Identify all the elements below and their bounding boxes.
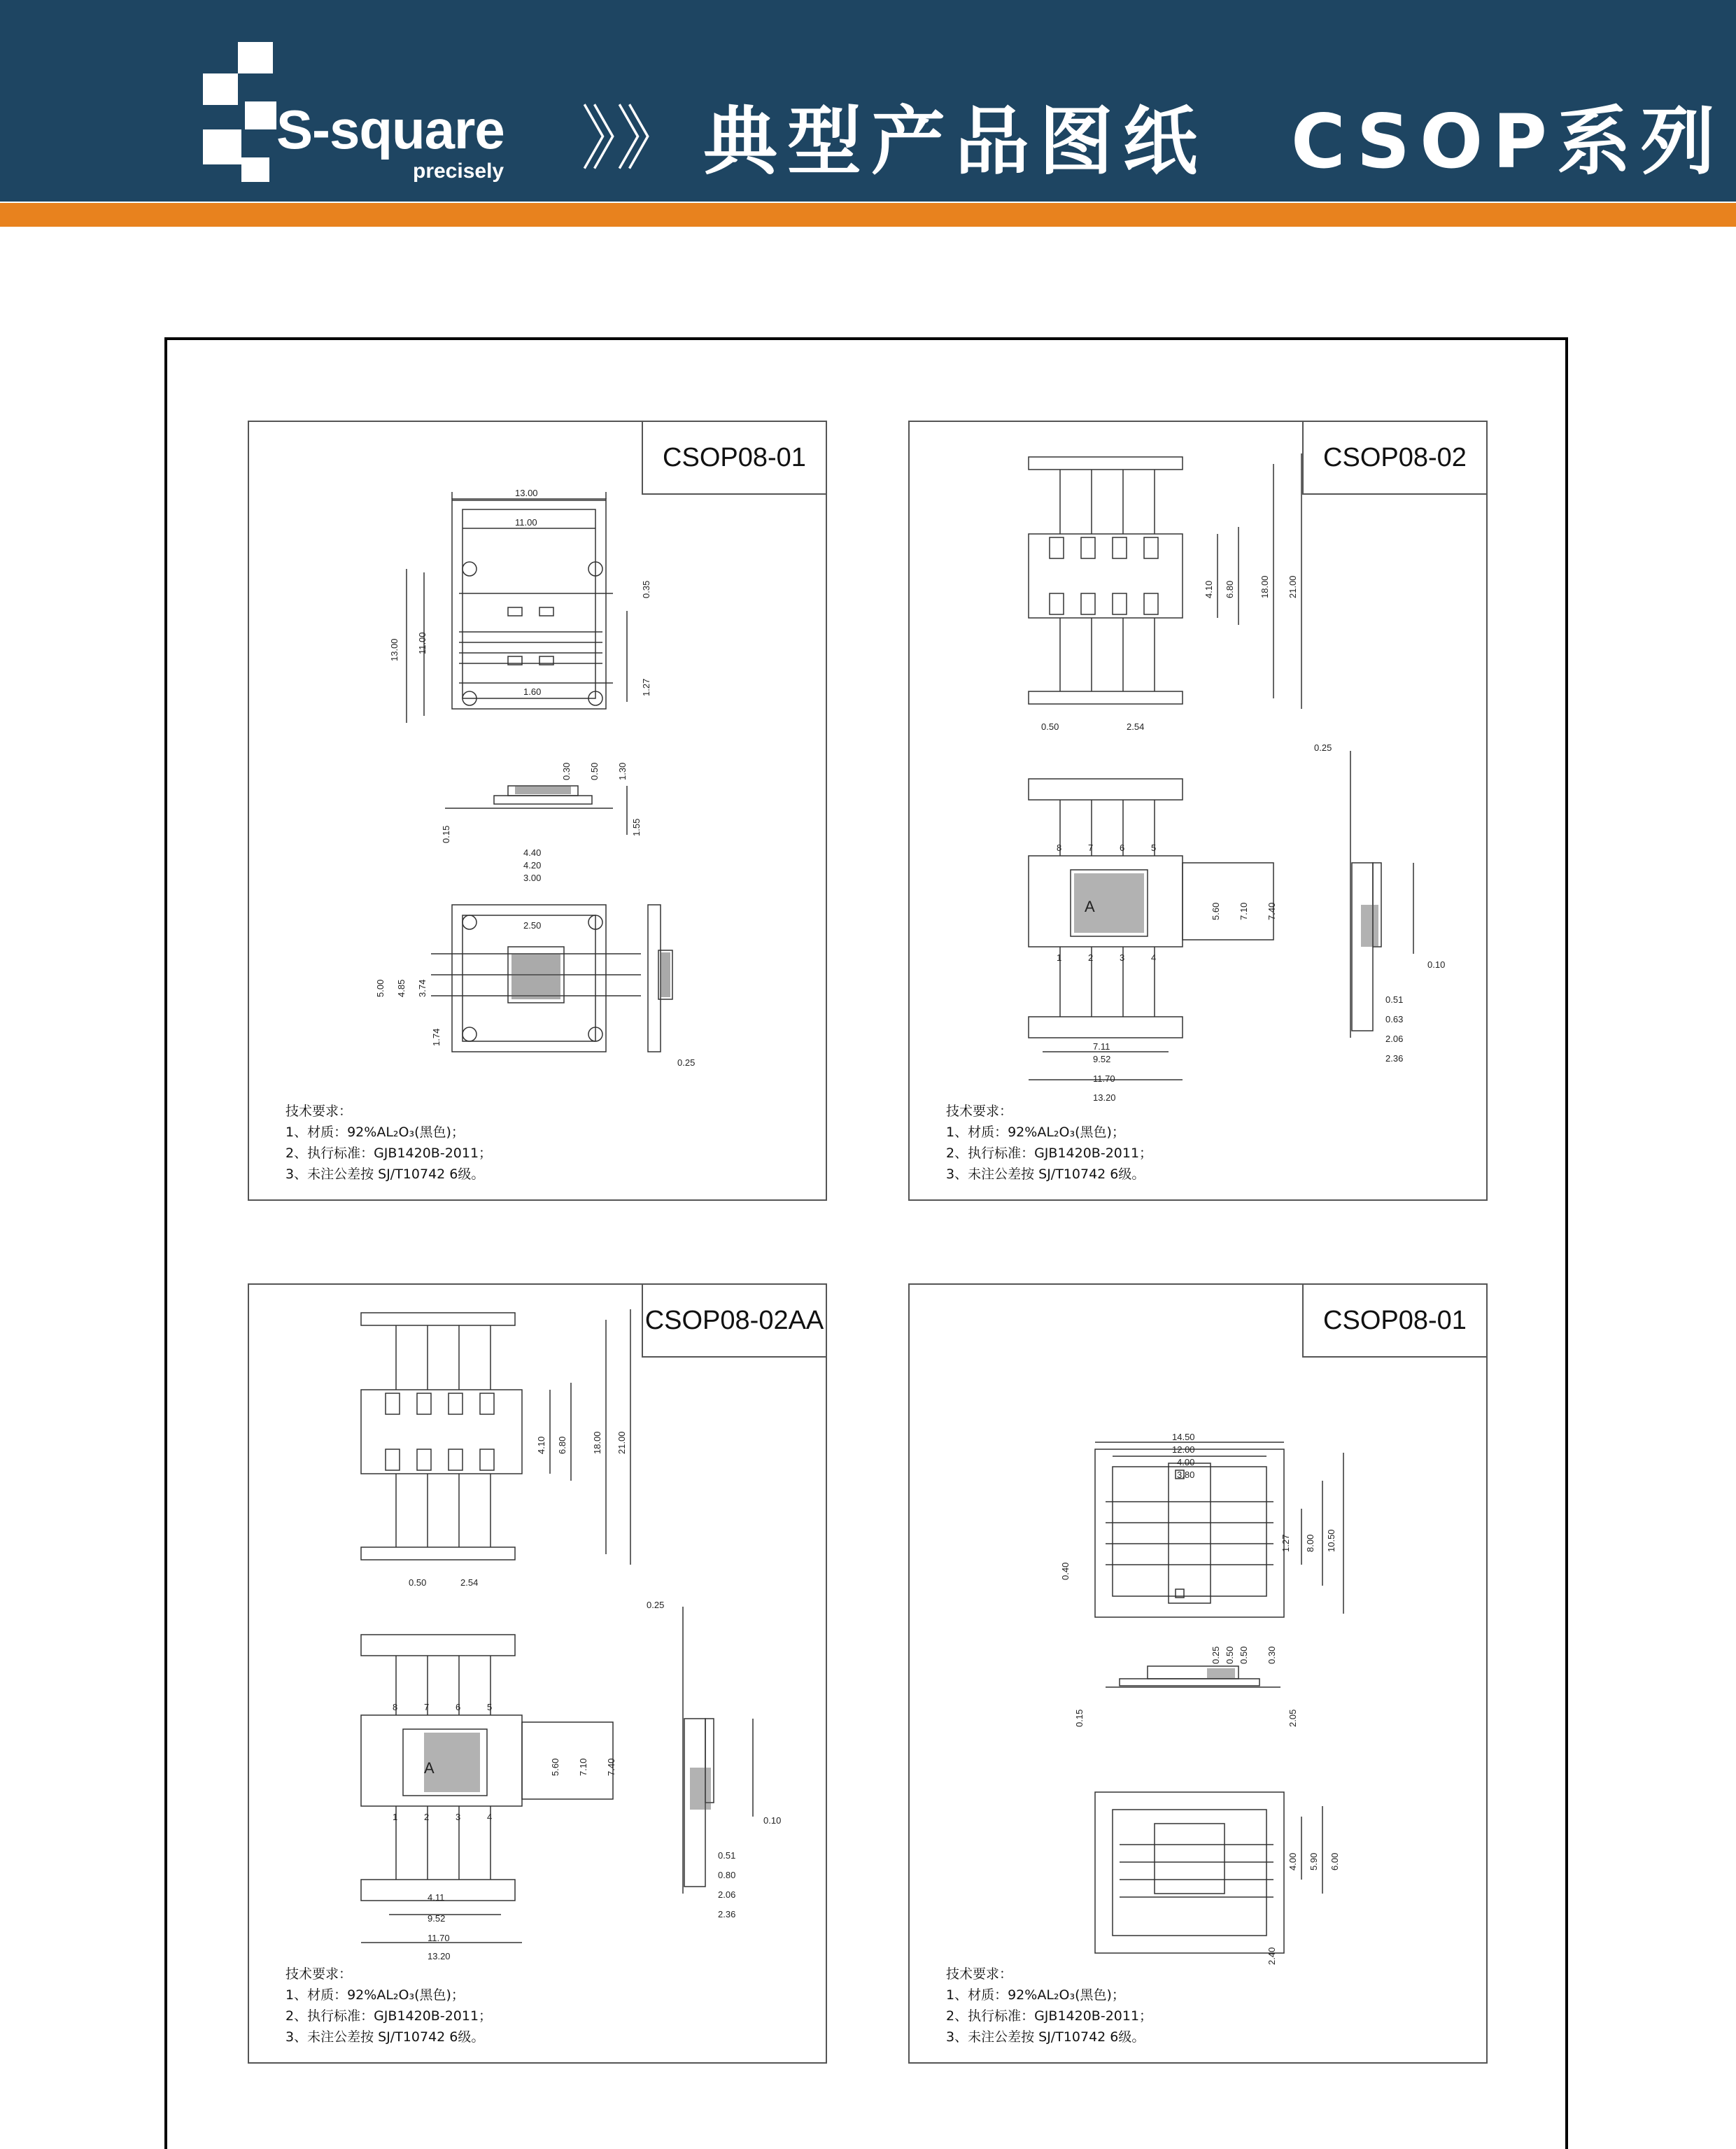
- note-line: 1、材质：92%AL₂O₃(黑色)；: [946, 1987, 1125, 2003]
- logo-wordmark: S-square: [276, 99, 504, 160]
- dim-label: 5.90: [1308, 1852, 1319, 1870]
- dim-label: 0.63: [1385, 1014, 1404, 1024]
- technical-notes: [285, 1964, 492, 2048]
- note-line: 3、未注公差按 SJ/T10742 6级。: [285, 2029, 485, 2045]
- dim-label: 5.60: [1211, 902, 1221, 920]
- dim-label: 0.30: [561, 762, 572, 780]
- note-line: 3、未注公差按 SJ/T10742 6级。: [285, 1167, 485, 1182]
- part-number-label: CSOP08-02: [1302, 421, 1488, 495]
- accent-stripe: [0, 203, 1736, 227]
- dim-label: 0.10: [763, 1815, 782, 1826]
- dim-label: 1.74: [431, 1028, 442, 1046]
- dim-label: 18.00: [1259, 575, 1270, 598]
- dim-label: 4.20: [523, 860, 542, 871]
- dim-label: 21.00: [616, 1431, 627, 1454]
- dim-label: 2.06: [718, 1889, 736, 1900]
- dim-label: 13.20: [1093, 1092, 1116, 1103]
- dim-label: 4.00: [1177, 1457, 1195, 1467]
- technical-drawing: [249, 422, 828, 1202]
- notes-heading: 技术要求：: [285, 1966, 353, 1982]
- dim-label: 0.40: [1060, 1562, 1071, 1580]
- dim-label: 0.15: [441, 825, 451, 843]
- center-mark: A: [424, 1759, 435, 1777]
- dim-label: 2.06: [1385, 1034, 1404, 1044]
- note-line: 2、执行标准：GJB1420B-2011；: [285, 2008, 493, 2024]
- dim-label: 21.00: [1287, 575, 1298, 598]
- dim-label: 6.00: [1329, 1852, 1340, 1870]
- dim-label: 0.25: [647, 1600, 665, 1610]
- dim-label: 2.54: [1127, 721, 1145, 732]
- dim-label: 4.40: [523, 847, 542, 858]
- dim-label: 3.00: [523, 873, 542, 883]
- technical-notes: [946, 1101, 1152, 1185]
- dim-label: 0.25: [1314, 742, 1332, 753]
- dim-label: 4.00: [1287, 1852, 1298, 1870]
- part-number-label: CSOP08-01: [1302, 1283, 1488, 1358]
- pin-label: 3: [1120, 952, 1125, 963]
- dim-label: 0.50: [1239, 1646, 1249, 1664]
- pin-label: 2: [424, 1812, 430, 1822]
- logo-tagline: precisely: [413, 160, 504, 183]
- pin-label: 8: [1057, 843, 1062, 853]
- dim-label: 2.54: [460, 1577, 479, 1588]
- dim-label: 7.40: [1266, 902, 1277, 920]
- dim-label: 4.85: [396, 979, 407, 997]
- pin-label: 5: [487, 1702, 493, 1712]
- dim-label: 2.40: [1266, 1947, 1277, 1965]
- part-number-label: CSOP08-02AA: [642, 1283, 827, 1358]
- dim-label: 12.00: [1172, 1444, 1195, 1455]
- dim-label: 11.00: [417, 632, 428, 654]
- dim-label: 0.50: [1041, 721, 1059, 732]
- dim-label: 1.27: [1280, 1534, 1291, 1552]
- dim-label: 10.50: [1326, 1529, 1336, 1552]
- notes-heading: 技术要求：: [946, 1104, 1013, 1119]
- dim-label: 7.10: [578, 1758, 588, 1776]
- dim-label: 18.00: [592, 1431, 602, 1454]
- dim-label: 0.25: [1211, 1646, 1221, 1664]
- dim-label: 3.80: [1177, 1470, 1195, 1480]
- dim-label: 0.25: [677, 1057, 696, 1068]
- dim-label: 0.30: [1266, 1646, 1277, 1664]
- dim-label: 6.80: [1225, 580, 1235, 598]
- page-title: 典型产品图纸 CSOP系列: [703, 99, 1725, 185]
- pin-label: 3: [456, 1812, 461, 1822]
- dim-label: 0.50: [409, 1577, 427, 1588]
- note-line: 2、执行标准：GJB1420B-2011；: [285, 1146, 493, 1161]
- dim-label: 13.00: [389, 638, 400, 661]
- dim-label: 1.30: [617, 762, 628, 780]
- dim-label: 5.60: [550, 1758, 560, 1776]
- dim-label: 13.20: [428, 1951, 451, 1961]
- dim-label: 11.00: [515, 517, 537, 528]
- pin-label: 6: [1120, 843, 1125, 853]
- dim-label: 0.35: [641, 580, 651, 598]
- dim-label: 7.11: [1093, 1041, 1110, 1052]
- pin-label: 1: [393, 1812, 398, 1822]
- dim-label: 0.80: [718, 1870, 736, 1880]
- dim-label: 7.40: [606, 1758, 616, 1776]
- dim-label: 1.27: [641, 678, 651, 696]
- dim-label: 9.52: [428, 1913, 446, 1924]
- dim-label: 14.50: [1172, 1432, 1195, 1442]
- notes-heading: 技术要求：: [946, 1966, 1013, 1982]
- dim-label: 1.60: [523, 686, 542, 697]
- dim-label: 1.55: [631, 818, 642, 836]
- dim-label: 6.80: [557, 1436, 567, 1454]
- pin-label: 5: [1151, 843, 1157, 853]
- chevrons-icon: 》》: [581, 98, 686, 180]
- pin-label: 8: [393, 1702, 398, 1712]
- technical-drawing: [910, 1285, 1489, 2065]
- pin-label: 6: [456, 1702, 461, 1712]
- note-line: 2、执行标准：GJB1420B-2011；: [946, 2008, 1153, 2024]
- pin-label: 2: [1088, 952, 1094, 963]
- pin-label: 4: [1151, 952, 1157, 963]
- dim-label: 0.51: [1385, 994, 1404, 1005]
- dim-label: 0.10: [1427, 959, 1446, 970]
- pin-label: 7: [1088, 843, 1094, 853]
- drawing-panel-1: [248, 421, 827, 1201]
- note-line: 2、执行标准：GJB1420B-2011；: [946, 1146, 1153, 1161]
- note-line: 3、未注公差按 SJ/T10742 6级。: [946, 2029, 1145, 2045]
- dim-label: 4.11: [428, 1892, 445, 1903]
- dim-label: 2.36: [718, 1909, 736, 1919]
- technical-notes: [946, 1964, 1152, 2048]
- dim-label: 11.70: [428, 1933, 450, 1943]
- note-line: 1、材质：92%AL₂O₃(黑色)；: [946, 1125, 1125, 1140]
- drawing-panel-2: [908, 421, 1488, 1201]
- technical-notes: [285, 1101, 492, 1185]
- dim-label: 8.00: [1305, 1534, 1315, 1552]
- dim-label: 9.52: [1093, 1054, 1111, 1064]
- drawing-panel-4: [908, 1283, 1488, 2064]
- dim-label: 4.10: [1204, 580, 1214, 598]
- notes-heading: 技术要求：: [285, 1104, 353, 1119]
- dim-label: 0.50: [589, 762, 600, 780]
- dim-label: 2.36: [1385, 1053, 1404, 1064]
- dim-label: 3.74: [417, 979, 428, 997]
- note-line: 1、材质：92%AL₂O₃(黑色)；: [285, 1987, 465, 2003]
- pin-label: 1: [1057, 952, 1062, 963]
- note-line: 3、未注公差按 SJ/T10742 6级。: [946, 1167, 1145, 1182]
- dim-label: 5.00: [375, 979, 386, 997]
- drawing-panel-3: [248, 1283, 827, 2064]
- center-mark: A: [1085, 898, 1095, 915]
- dim-label: 0.15: [1074, 1709, 1085, 1727]
- pin-label: 7: [424, 1702, 430, 1712]
- technical-drawing: [249, 1285, 828, 2065]
- dim-label: 4.10: [536, 1436, 546, 1454]
- dim-label: 11.70: [1093, 1073, 1115, 1084]
- technical-drawing: [910, 422, 1489, 1202]
- dim-label: 2.50: [523, 920, 542, 931]
- dim-label: 2.05: [1287, 1709, 1298, 1727]
- pin-label: 4: [487, 1812, 493, 1822]
- note-line: 1、材质：92%AL₂O₃(黑色)；: [285, 1125, 465, 1140]
- dim-label: 13.00: [515, 488, 538, 498]
- dim-label: 0.51: [718, 1850, 736, 1861]
- dim-label: 0.50: [1225, 1646, 1235, 1664]
- part-number-label: CSOP08-01: [642, 421, 827, 495]
- dim-label: 7.10: [1239, 902, 1249, 920]
